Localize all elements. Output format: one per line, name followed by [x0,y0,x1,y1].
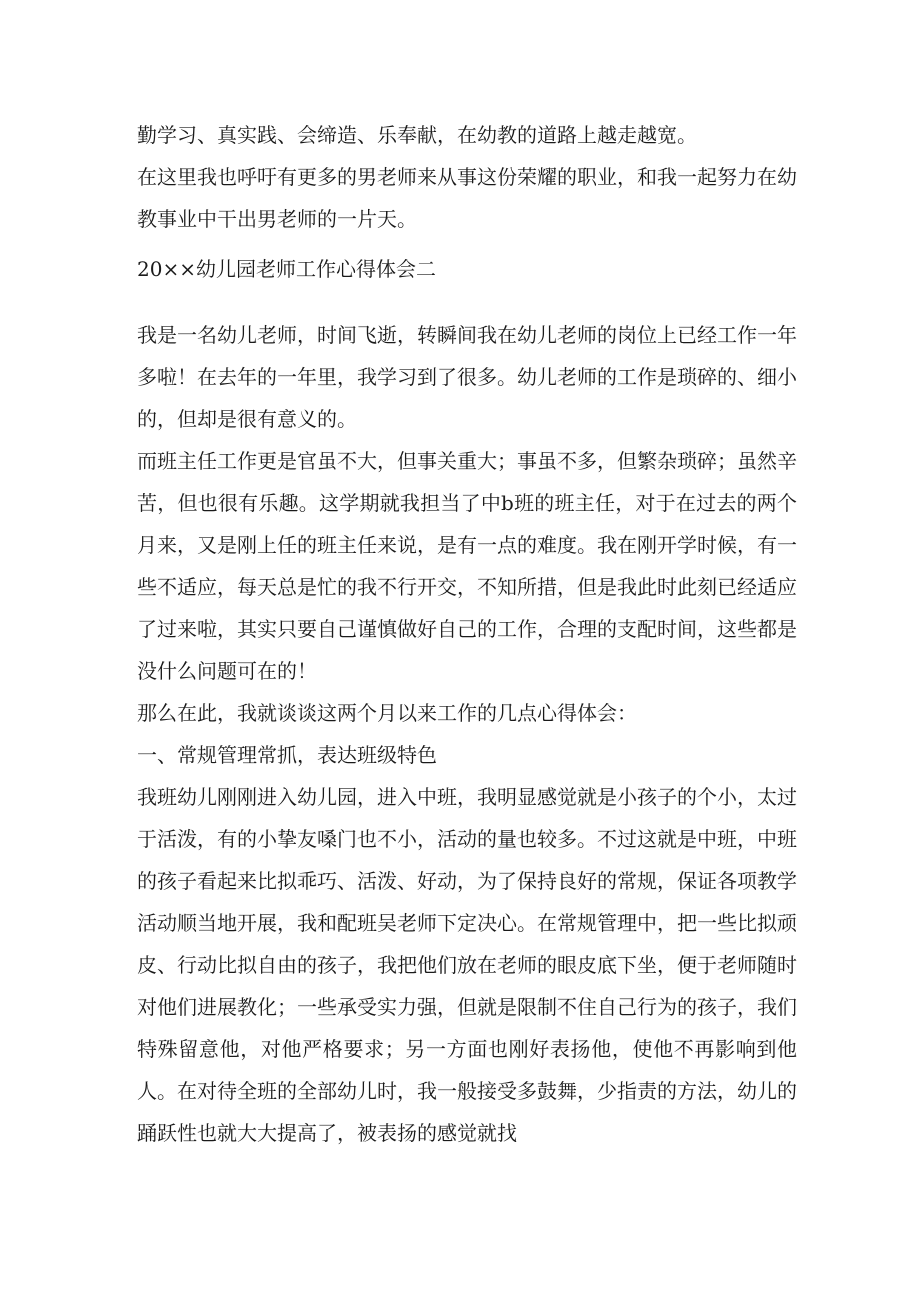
subheading-routine-management: 一、常规管理常抓，表达班级特色 [137,743,437,767]
spacer [137,290,797,314]
paragraph-intro: 我是一名幼儿老师，时间飞逝，转瞬间我在幼儿老师的岗位上已经工作一年多啦！在去年的一年里，我学习到了很多。幼儿老师的工作是琐碎的、细小的，但却是很有意义的。 [137,323,797,431]
paragraph-routine-management: 我班幼儿刚刚进入幼儿园，进入中班，我明显感觉就是小孩子的个小，太过于活泼，有的小挚友嗓门也不小，活动的量也较多。不过这就是中班，中班的孩子看起来比拟乖巧、活泼、好动，为了保持良好的常规，保证各项教学活动顺当地开展，我和配班吴老师下定决心。在常规管理中，把一些比拟顽皮、行动比拟自由的孩子，我把他们放在老师的眼皮底下坐，便于老师随时对他们进展教化；一些承受实力强，但就是限制不住自己行为的孩子，我们特殊留意他，对他严格要求；另一方面也刚好表扬他，使他不再影响到他人。在对待全班的全部幼儿时，我一般接受多鼓舞，少指责的方法，幼儿的踊跃性也就大大提高了，被表扬的感觉就找 [137,785,797,1145]
document-body [137,114,797,1154]
paragraph-head-teacher: 而班主任工作更是官虽不大，但事关重大；事虽不多，但繁杂琐碎；虽然辛苦，但也很有乐趣。这学期就我担当了中b班的班主任，对于在过去的两个月来，又是刚上任的班主任来说，是有一点的难度。我在刚开学时候，有一些不适应，每天总是忙的我不行开交，不知所措，但是我此时此刻已经适应了过来啦，其实只要自己谨慎做好自己的工作，合理的支配时间，这些都是没什么问题可在的！ [137,449,797,683]
paragraph-appeal: 在这里我也呼吁有更多的男老师来从事这份荣耀的职业，和我一起努力在幼教事业中干出男老师的一片天。 [137,165,797,231]
section-title: 20××幼儿园老师工作心得体会二 [137,257,436,281]
paragraph-lead-in: 那么在此，我就谈谈这两个月以来工作的几点心得体会： [137,701,637,725]
paragraph-closing-line: 勤学习、真实践、会缔造、乐奉献，在幼教的道路上越走越宽。 [137,123,697,147]
spacer [137,240,797,248]
